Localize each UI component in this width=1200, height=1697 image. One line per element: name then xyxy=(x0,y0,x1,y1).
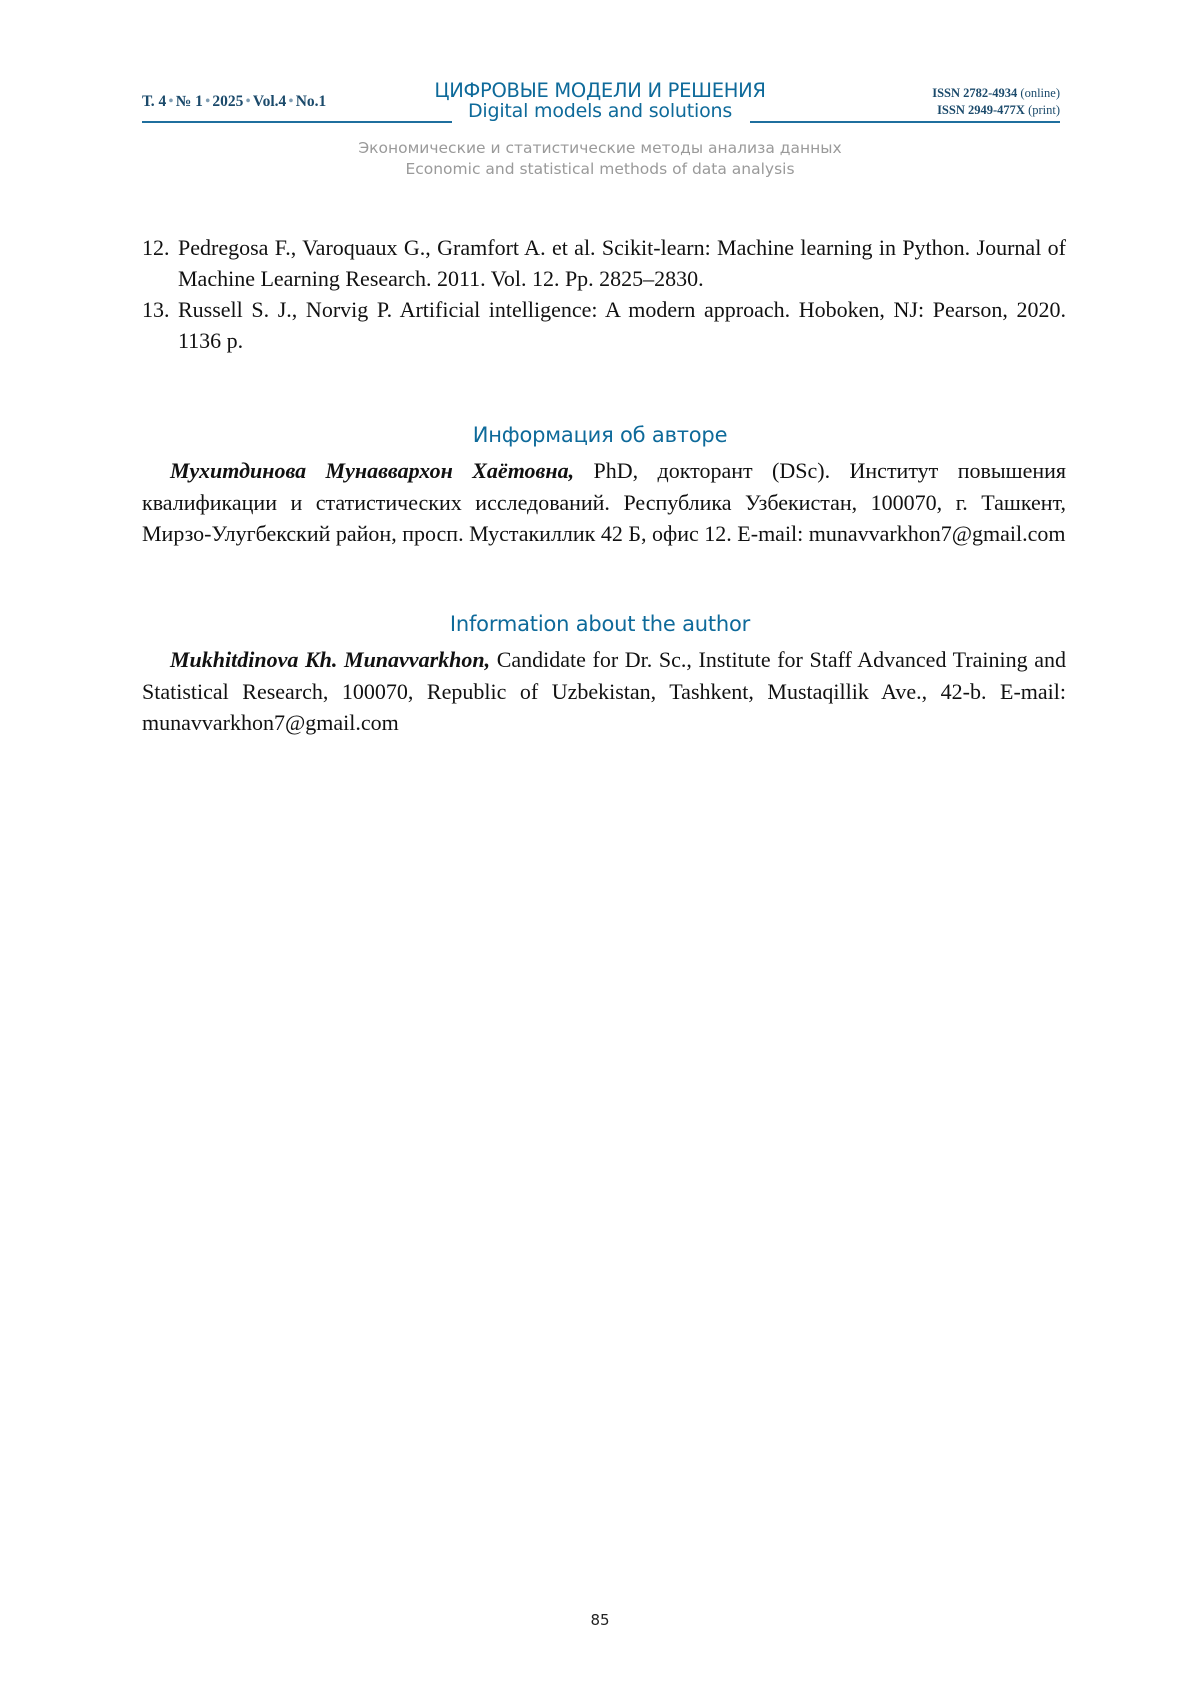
reference-number: 12. xyxy=(142,235,170,260)
separator-dot: • xyxy=(204,93,211,110)
separator-dot: • xyxy=(245,93,251,110)
separator-dot: • xyxy=(288,93,294,110)
author-details-ru: PhD, докторант (DSc). Институт повышения квалификации и статистических исследований. Республика Узбекистан, 100070, г. Ташкент, Мирзо-Улугбекский район, просп. Мустакиллик 42 Б, офис 12. E-mail: munavvarkhon7@gmail.com xyxy=(142,458,1067,546)
author-info-heading-ru: Информация об авторе xyxy=(472,423,728,447)
author-info-en xyxy=(142,644,1066,739)
volume-en: Vol.4 xyxy=(252,93,287,110)
author-name-en: Mukhitdinova Kh. Munavvarkhon, xyxy=(170,647,491,672)
issn-online: ISSN 2782-4934 (online) xyxy=(932,86,1060,100)
page-number: 85 xyxy=(590,1611,610,1629)
year: 2025 xyxy=(212,93,244,110)
section-title-en: Economic and statistical methods of data analysis xyxy=(405,160,795,178)
header-rule-left xyxy=(142,121,452,123)
reference-item xyxy=(142,232,1066,294)
issue-number: № 1 xyxy=(175,93,203,110)
journal-title-block xyxy=(400,80,800,122)
author-name-ru: Мухитдинова Мунаввархон Хаётовна, xyxy=(170,458,575,483)
issue-en: No.1 xyxy=(295,93,327,110)
separator-dot: • xyxy=(168,93,174,110)
journal-title-ru: ЦИФРОВЫЕ МОДЕЛИ И РЕШЕНИЯ xyxy=(434,79,766,102)
author-details-en: Candidate for Dr. Sc., Institute for Staff Advanced Training and Statistical Research, 100070, Republic of Uzbekistan, Tashkent, Mustaqillik Ave., 42-b. E-mail: munavvarkhon7@gmail.com xyxy=(142,647,1067,735)
section-title-ru: Экономические и статистические методы анализа данных xyxy=(358,139,842,157)
issn-block xyxy=(932,85,1060,119)
author-info-heading-en: Information about the author xyxy=(449,612,751,636)
reference-list xyxy=(142,232,1066,356)
reference-number: 13. xyxy=(142,297,170,322)
header-rule-right xyxy=(750,121,1060,123)
volume-issue-line xyxy=(142,93,326,111)
reference-item xyxy=(142,294,1066,356)
author-info-ru xyxy=(142,455,1066,550)
reference-text: Russell S. J., Norvig P. Artificial intelligence: A modern approach. Hoboken, NJ: Pearson, 2020. 1136 p. xyxy=(178,297,1066,353)
reference-text: Pedregosa F., Varoquaux G., Gramfort A. et al. Scikit-learn: Machine learning in Python. Journal of Machine Learning Research. 2011. Vol. 12. Pp. 2825–2830. xyxy=(178,235,1066,291)
journal-title-en: Digital models and solutions xyxy=(467,100,733,123)
issn-print: ISSN 2949-477X (print) xyxy=(937,102,1060,117)
tom-number: Т. 4 xyxy=(142,93,167,110)
